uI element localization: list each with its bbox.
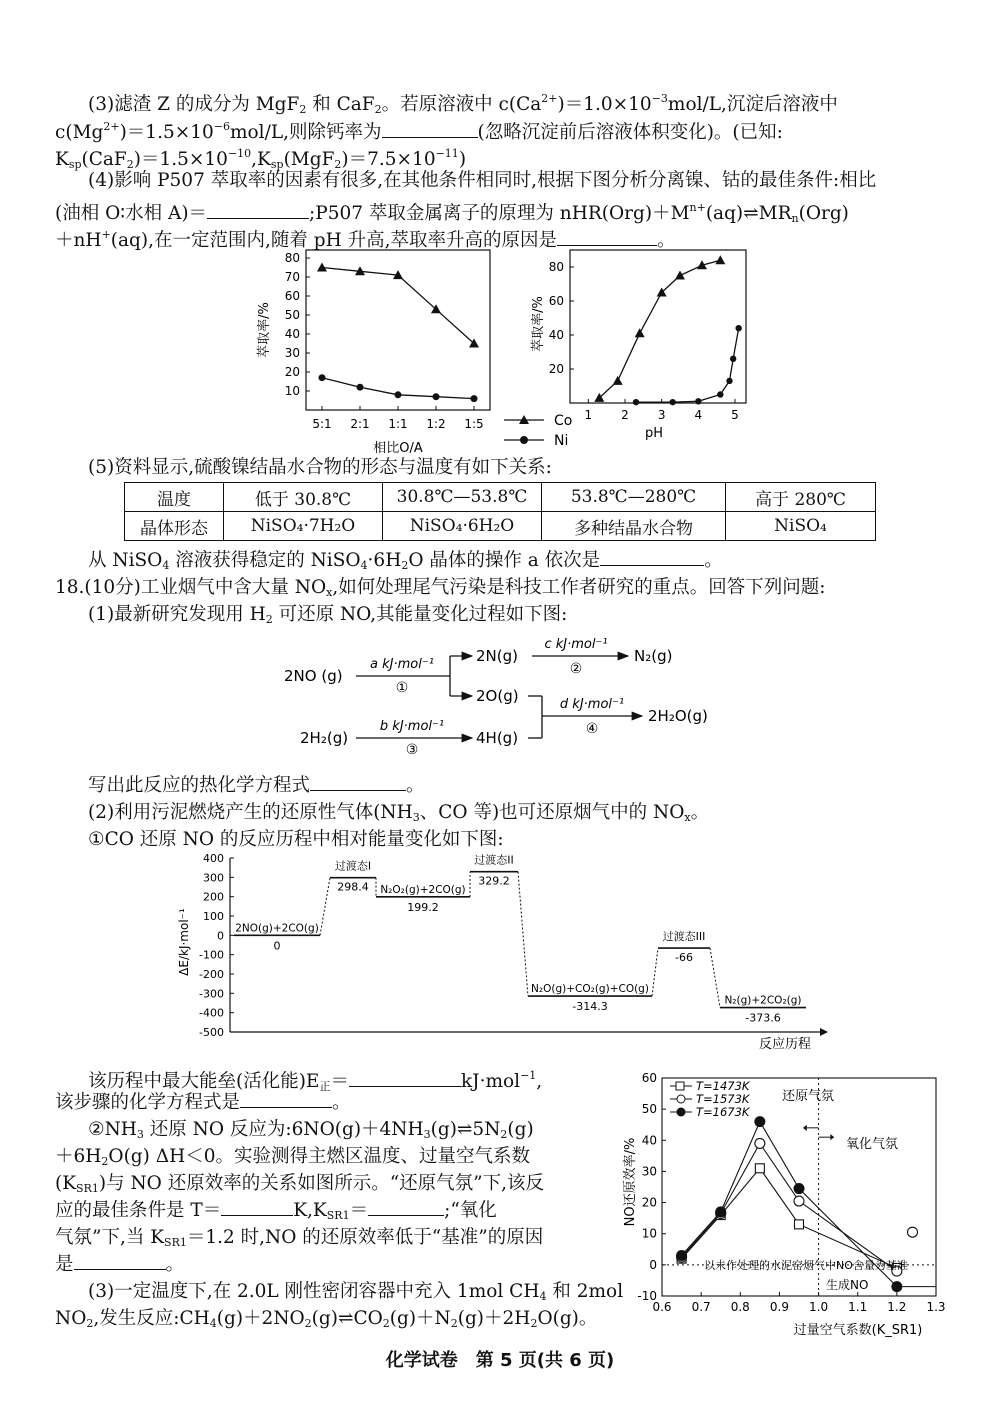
ph-chart	[520, 242, 760, 472]
table-cell: 多种结晶水合物	[542, 512, 726, 541]
eff-axes	[637, 1071, 945, 1314]
ni-point	[695, 398, 701, 404]
co-point	[317, 263, 327, 272]
page-footer: 化学试卷 第 5 页(共 6 页)	[385, 1350, 615, 1371]
annot-reducing: 还原气氛	[782, 1089, 835, 1104]
y-tick-label: 100	[203, 910, 224, 923]
filled-circle-marker	[754, 1116, 765, 1127]
nh3-line5: 气氛”下,当 $K_{SR1}=1.2$ 时,NO 的还原效率低于“基准”的原因	[55, 1227, 544, 1249]
step2-number: ②	[569, 661, 583, 677]
y-tick-label: 20	[641, 1195, 657, 1210]
energy-value: -66	[675, 951, 693, 965]
ni-point	[717, 391, 723, 397]
q18-p3-line1: (3)一定温度下,在 2.0L 刚性密闭容器中充入 1mol $CH_4$ 和 2mol	[88, 1281, 624, 1303]
legend-square-icon	[676, 1082, 684, 1090]
eff-line-0	[682, 1168, 897, 1268]
mid-2n: 2N(g)	[476, 647, 518, 665]
h2-reduction-scheme	[270, 628, 740, 764]
ts-label: 过渡态III	[662, 930, 706, 944]
legend-ni: Ni	[554, 433, 569, 449]
nh3-line3: $(K_{SR1})$与 NO 还原效率的关系如图所示。“还原气氛”下,该反	[55, 1173, 545, 1195]
y-tick-label: -200	[199, 968, 224, 981]
x-tick-label: 1.3	[926, 1300, 946, 1314]
x-tick-label: 3	[657, 408, 666, 422]
nh3-line4: 应的最佳条件是 $T= K,K_{SR1}=$ ;“氧化	[55, 1200, 497, 1222]
y-tick-label: 70	[284, 270, 300, 284]
energy-connector	[320, 878, 330, 936]
annot-baseline: 以未作处理的水泥窑烟气中NO含量为基准	[704, 1259, 908, 1272]
nh3-line6: 是 。	[55, 1254, 185, 1275]
y-tick-label: 20	[548, 362, 564, 376]
y-tick-label: 10	[284, 384, 300, 398]
x-tick-label: 1.0	[809, 1300, 829, 1314]
eff-line-1	[682, 1143, 897, 1271]
ph-x-label: pH	[644, 426, 664, 441]
x-tick-label: 5	[731, 408, 739, 422]
y-tick-label: 80	[284, 251, 300, 265]
energy-connector	[652, 948, 658, 996]
energy-y-ticks	[199, 852, 234, 1039]
y-tick-label: 40	[284, 327, 300, 341]
ts-label: 过渡态II	[474, 853, 514, 867]
ni-point	[730, 356, 736, 362]
energy-value: 199.2	[407, 900, 439, 914]
legend-filled-circle-icon	[677, 1108, 686, 1117]
y-tick-label: 60	[641, 1071, 657, 1085]
q18-p2-1: ①CO 还原 NO 的反应历程中相对能量变化如下图:	[88, 829, 504, 850]
energy-y-label: ΔE/kJ·mol⁻¹	[177, 908, 191, 976]
end-n2: N₂(g)	[634, 647, 673, 665]
answer-blank[interactable]	[600, 549, 704, 566]
mid-4h: 4H(g)	[476, 729, 519, 747]
eff-y-label: NO还原效率/%	[623, 1137, 638, 1227]
legend-label: T=1473K	[696, 1079, 750, 1093]
energy-connector	[518, 872, 528, 996]
table-cell: NiSO₄	[726, 512, 876, 541]
table-cell: NiSO₄·7H₂O	[224, 512, 383, 541]
x-tick-label: 1:1	[388, 417, 408, 431]
y-tick-label: -10	[637, 1289, 657, 1303]
x-tick-label: 0.9	[769, 1300, 789, 1314]
energy-value: -373.6	[745, 1011, 781, 1025]
q17-p3-line1: (3)滤渣 Z 的成分为 MgF$_2$ 和 CaF$_2$。若原溶液中 $c(Ca^{2+})=1.0\times 10^{-3}mol/L$,沉淀后溶液中	[88, 92, 838, 116]
ni-point	[395, 391, 402, 398]
energy-value: 298.4	[337, 880, 369, 894]
q17-p4-line1: (4)影响 P507 萃取率的因素有很多,在其他条件相同时,根据下图分析分离镍、钴的最佳条件:相比	[88, 170, 877, 191]
step2-energy: c kJ·mol⁻¹	[544, 637, 608, 652]
y-tick-label: 50	[284, 308, 300, 322]
species-label: N₂O₂(g)+2CO(g)	[380, 883, 466, 896]
species-label: N₂(g)+2CO₂(g)	[724, 994, 802, 1007]
energy-x-label: 反应历程	[758, 1037, 812, 1052]
answer-blank[interactable]	[240, 1091, 332, 1108]
x-tick-label: 2:1	[350, 417, 370, 431]
x-tick-label: 5:1	[312, 417, 332, 431]
ni-point	[633, 399, 639, 405]
filled-circle-marker	[676, 1250, 687, 1261]
filled-circle-marker	[715, 1206, 726, 1217]
y-tick-label: 300	[203, 871, 224, 885]
co-point	[635, 328, 645, 337]
q17-p4-line2: (油相 O∶水相 A)＝ ;P507 萃取金属离子的原理为 $nHR(Org)+M^{n+}(aq)\rightleftharpoons MR_n(Org)$	[55, 201, 849, 225]
filled-circle-marker	[891, 1281, 902, 1292]
table-cell: 温度	[125, 483, 224, 512]
x-tick-label: 1:2	[426, 417, 446, 431]
step1-energy: a kJ·mol⁻¹	[370, 657, 434, 672]
answer-blank[interactable]	[310, 774, 406, 791]
answer-blank[interactable]	[221, 1199, 293, 1216]
q17-p4-line3: ＋nH+(aq),在一定范围内,随着 pH 升高,萃取率升高的原因是 。	[55, 228, 676, 251]
start-2h2: 2H₂(g)	[300, 729, 349, 747]
energy-value: 329.2	[478, 874, 510, 888]
co-point	[715, 255, 725, 264]
y-tick-label: 20	[284, 365, 300, 379]
step4-energy: d kJ·mol⁻¹	[559, 697, 625, 712]
y-tick-label: 200	[203, 890, 224, 904]
x-tick-label: 1.2	[887, 1300, 907, 1314]
legend-open-circle-icon	[677, 1095, 685, 1103]
crystal-form-table	[124, 482, 876, 541]
y-tick-label: 60	[548, 294, 564, 308]
table-cell: 低于 30.8℃	[224, 483, 383, 512]
ph-chart-frame	[570, 250, 746, 403]
energy-value: -314.3	[572, 1000, 608, 1014]
x-tick-label: 1:5	[464, 417, 484, 431]
y-tick-label: -500	[199, 1026, 224, 1039]
ea-line1: 该历程中最大能垒(活化能)$E_正= kJ\cdot mol^{-1}$,	[88, 1069, 543, 1093]
co-point	[675, 271, 685, 280]
y-tick-label: 10	[641, 1226, 657, 1241]
y-tick-label: -300	[199, 987, 224, 1001]
q17-p5-question: 从 NiSO$_4$ 溶液获得稳定的 $NiSO_4\cdot 6H_2O$ 晶体的操作 a 依次是 。	[88, 550, 723, 572]
eff-legend	[670, 1079, 751, 1119]
ts-label: 过渡态I	[334, 859, 372, 873]
table-row	[125, 512, 876, 541]
answer-blank[interactable]	[207, 202, 309, 219]
open-circle-marker	[755, 1138, 765, 1148]
ni-point	[669, 399, 675, 405]
y-tick-label: 50	[641, 1102, 657, 1117]
energy-connector	[710, 948, 720, 1007]
y-tick-label: 0	[217, 929, 224, 943]
table-row	[125, 483, 876, 512]
answer-blank[interactable]	[368, 1199, 444, 1216]
legend-label: T=1573K	[696, 1092, 750, 1106]
open-circle-marker	[908, 1227, 918, 1237]
q18-p3-line2: $NO_2$,发生反应$:CH_4(g)+2NO_2(g)\rightleftharpoons CO_2(g)+N_2(g)+2H_2O(g)$。	[55, 1308, 598, 1330]
co-point	[613, 376, 623, 385]
ni-point	[726, 378, 732, 384]
y-tick-label: 80	[548, 260, 564, 274]
table-cell: 晶体形态	[125, 512, 224, 541]
ratio-series	[317, 263, 479, 403]
open-circle-marker	[794, 1196, 804, 1206]
annot-no-generated: 生成NO	[826, 1278, 869, 1292]
q18-p1: (1)最新研究发现用 $H_2$ 可还原 NO,其能量变化过程如下图:	[88, 604, 568, 626]
table-cell: 53.8℃—280℃	[542, 483, 726, 512]
x-tick-label: 0.8	[730, 1300, 750, 1314]
step1-number: ①	[395, 680, 409, 696]
ni-point	[319, 374, 326, 381]
x-tick-label: 1.1	[848, 1300, 868, 1314]
ni-point	[735, 325, 741, 331]
ratio-x-label: 相比O/A	[373, 441, 423, 456]
energy-value: 0	[273, 939, 281, 953]
y-tick-label: 400	[203, 852, 224, 865]
energy-levels	[234, 853, 806, 1025]
arrow-icon	[803, 1125, 807, 1131]
ph-y-label: 萃取率/%	[531, 296, 546, 352]
arrow-icon	[830, 1134, 834, 1140]
q18-p2: (2)利用污泥燃烧产生的还原性气体($NH_3$、CO 等)也可还原烟气中的 $NO_x$。	[88, 802, 710, 824]
x-tick-label: 4	[694, 408, 703, 422]
answer-blank[interactable]	[382, 121, 478, 138]
answer-blank[interactable]	[74, 1253, 166, 1270]
q17-p5-intro: (5)资料显示,硫酸镍结晶水合物的形态与温度有如下关系:	[88, 457, 552, 478]
series-line-ni	[636, 328, 739, 402]
no-efficiency-chart	[618, 1064, 948, 1344]
legend-co: Co	[554, 413, 573, 429]
y-tick-label: -400	[199, 1006, 224, 1020]
y-tick-label: 30	[641, 1164, 657, 1179]
end-2h2o: 2H₂O(g)	[648, 707, 708, 725]
nh3-line1: $②NH_3$ 还原 NO 反应为$:6NO(g)+4NH_3(g)\rightleftharpoons 5N_2(g)$	[88, 1119, 534, 1141]
ph-series	[594, 255, 742, 405]
step4-number: ④	[585, 721, 599, 737]
x-tick-label: 0.6	[652, 1300, 672, 1314]
legend-label: T=1673K	[696, 1105, 750, 1119]
y-tick-label: 40	[641, 1133, 657, 1148]
y-tick-label: 40	[548, 328, 564, 342]
y-tick-label: 30	[284, 346, 300, 360]
q18-heading: 18.(10分)工业烟气中含大量 $NO_x$,如何处理尾气污染是科技工作者研究的重点。回答下列问题:	[55, 577, 826, 599]
ea-line2: 该步骤的化学方程式是 。	[55, 1092, 351, 1113]
ratio-chart	[250, 242, 500, 472]
x-tick-label: 1	[584, 408, 593, 422]
ni-point	[471, 395, 478, 402]
species-label: N₂O(g)+CO₂(g)+CO(g)	[531, 983, 649, 996]
co-energy-profile	[170, 850, 830, 1052]
y-tick-label: 0	[649, 1257, 657, 1272]
mid-2o: 2O(g)	[476, 687, 519, 705]
step3-number: ③	[405, 742, 419, 758]
nh3-line2: $+6H_2O(g)$ ΔH＜0。实验测得主燃区温度、过量空气系数	[55, 1146, 530, 1168]
species-label: 2NO(g)+2CO(g)	[235, 922, 319, 935]
square-marker	[795, 1220, 804, 1229]
step3-energy: b kJ·mol⁻¹	[379, 719, 445, 734]
filled-circle-marker	[794, 1183, 805, 1194]
annot-oxidizing: 氧化气氛	[846, 1137, 899, 1152]
eff-x-label: 过量空气系数(K_SR1)	[793, 1323, 923, 1338]
x-tick-label: 0.7	[691, 1300, 711, 1314]
q17-p3-line3: $K_{sp}(CaF_2)=1.5\times 10^{-10},K_{sp}(MgF_2)=7.5\times 10^{-11}$)	[55, 147, 467, 171]
y-tick-label: -100	[199, 948, 224, 962]
y-tick-label: 60	[284, 289, 300, 303]
table-cell: 高于 280℃	[726, 483, 876, 512]
square-marker	[755, 1164, 764, 1173]
q18-p1-question: 写出此反应的热化学方程式 。	[88, 775, 425, 796]
x-tick-label: 2	[621, 408, 629, 422]
table-cell: 30.8℃—53.8℃	[383, 483, 542, 512]
start-2no: 2NO (g)	[284, 667, 343, 685]
ratio-y-label: 萃取率/%	[257, 302, 272, 358]
q17-p3-line2: $c(Mg^{2+})=1.5\times 10^{-6}mol/L$,则除钙率为 (忽略沉淀前后溶液体积变化)。(已知:	[55, 120, 783, 143]
table-cell: NiSO₄·6H₂O	[383, 512, 542, 541]
ni-point	[357, 384, 364, 391]
ni-point	[433, 393, 440, 400]
answer-blank[interactable]	[349, 1070, 461, 1087]
